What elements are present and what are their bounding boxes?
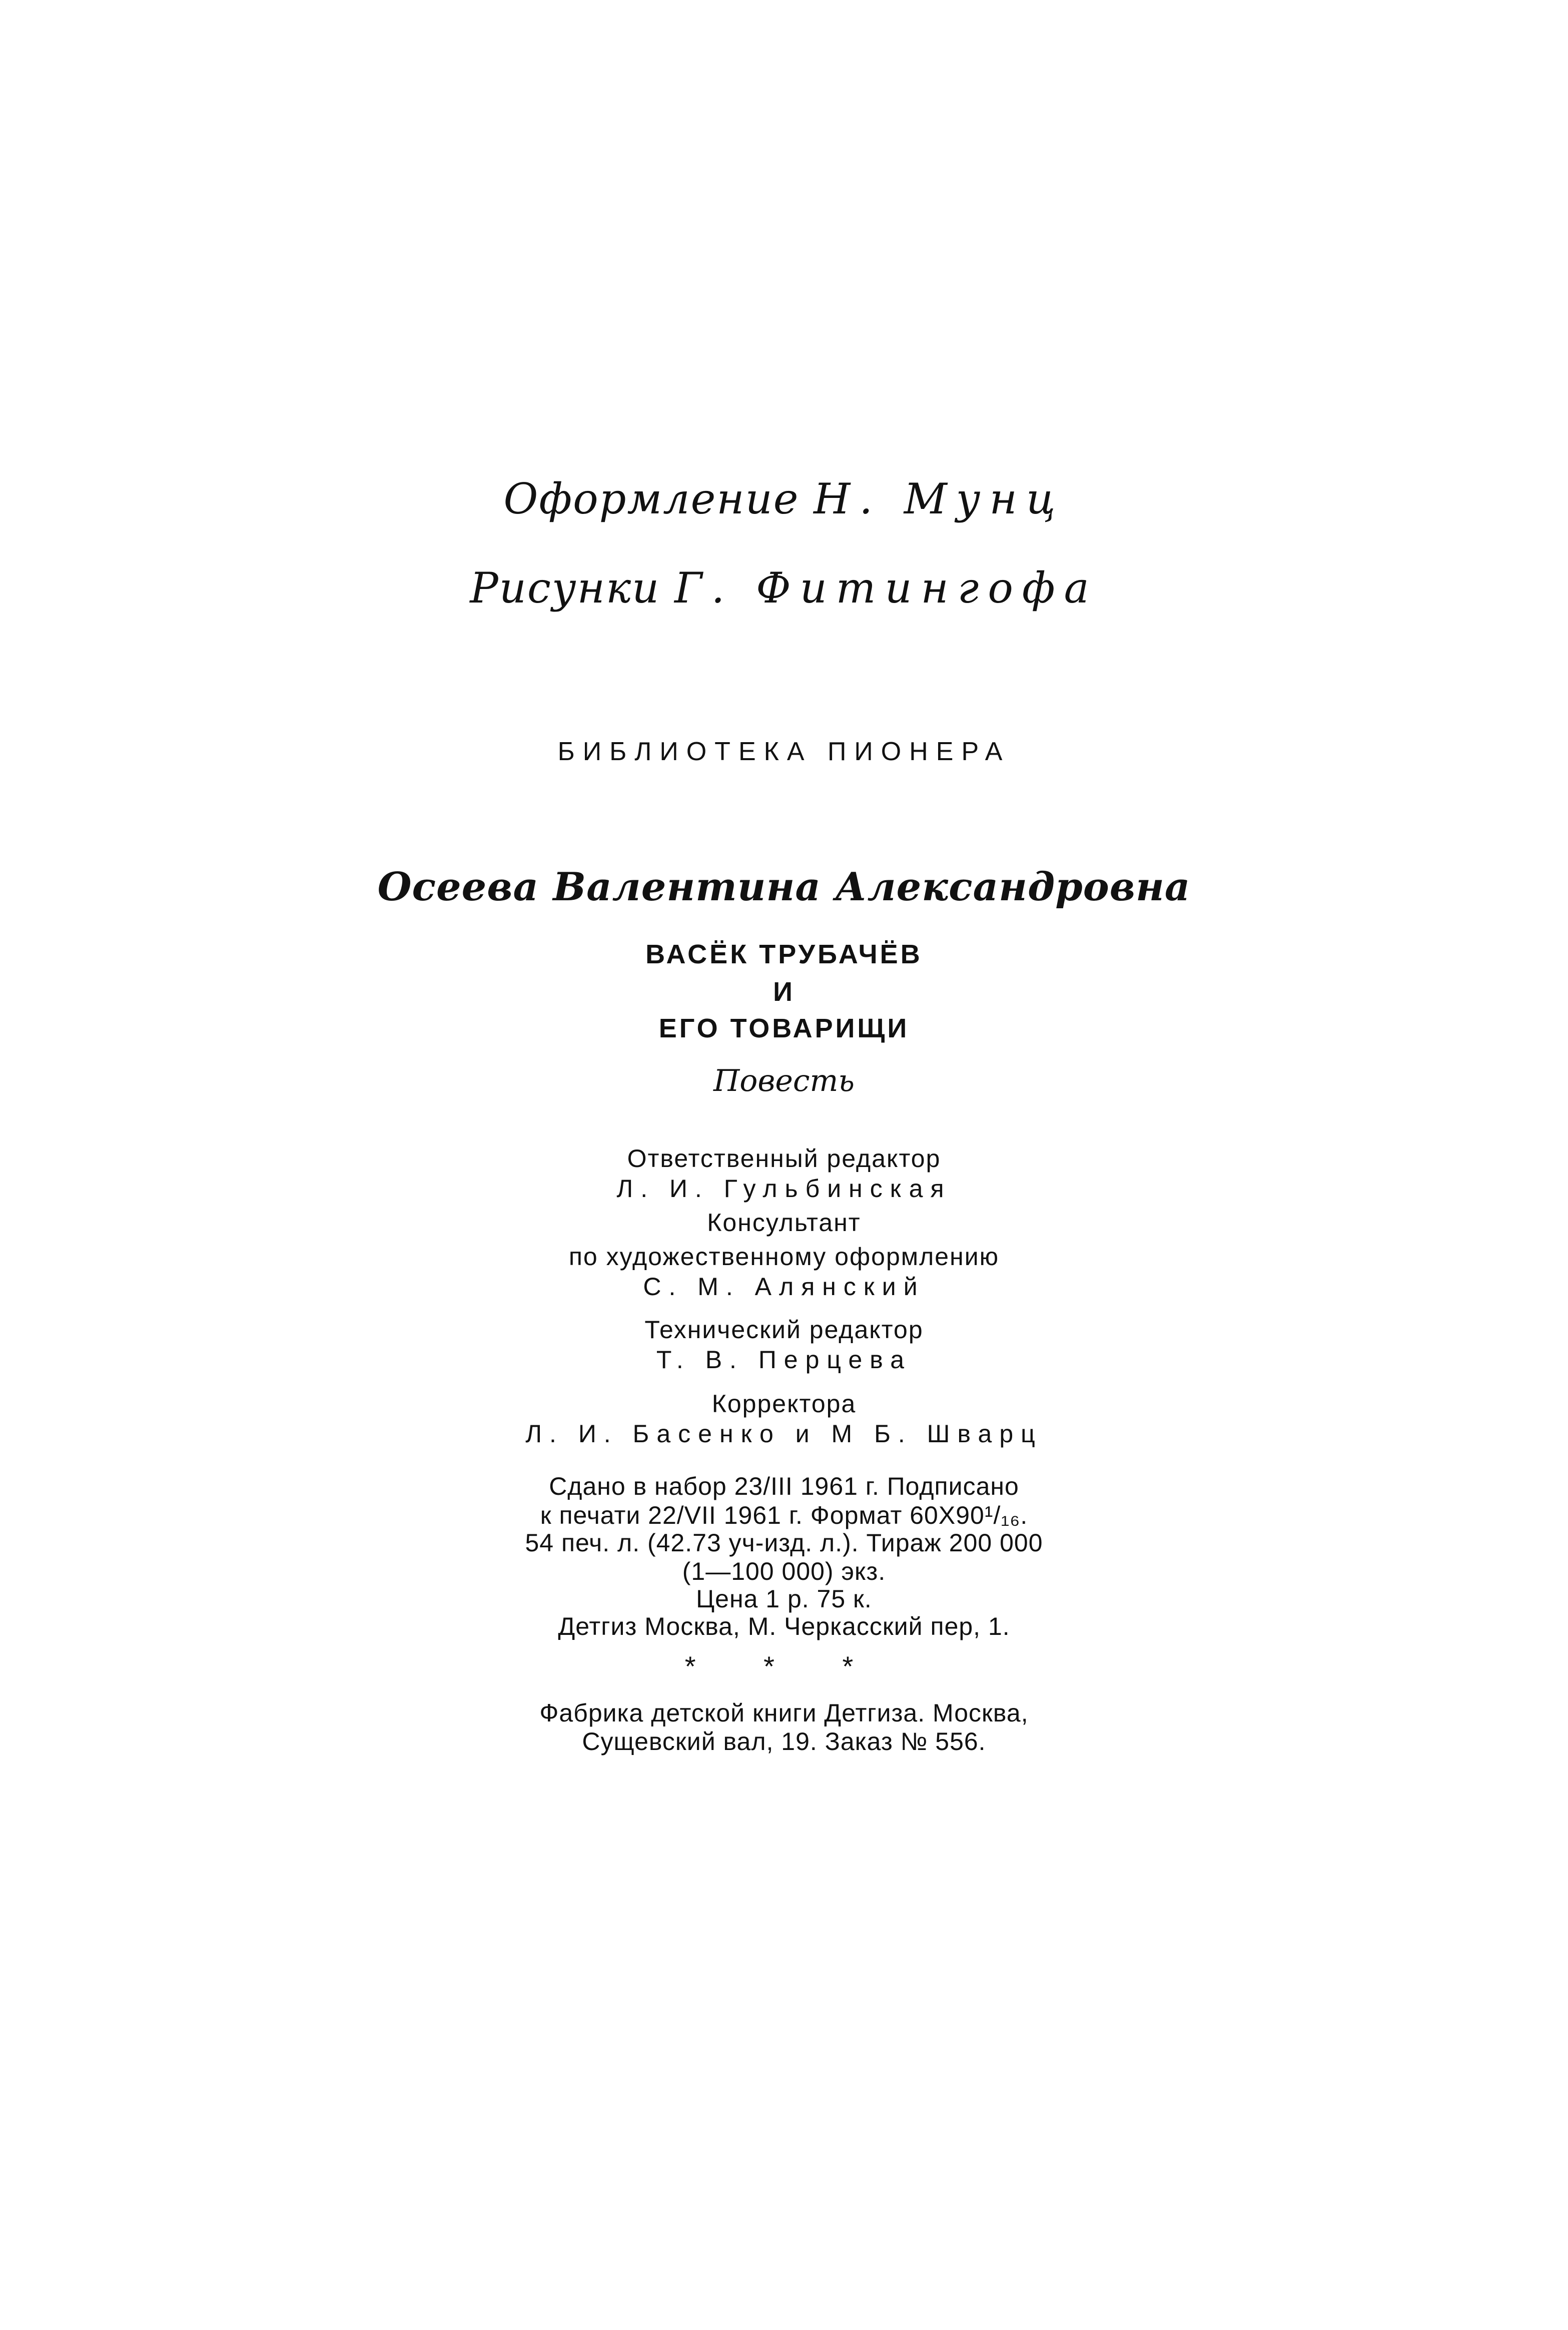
book-title-line-3: ЕГО ТОВАРИЩИ xyxy=(658,1013,910,1043)
consultant-role-line-1: Консультант xyxy=(707,1209,861,1237)
book-title-line-2: И xyxy=(773,977,795,1007)
design-role: Оформление xyxy=(503,474,800,523)
imprint-line-2: к печати 22/VII 1961 г. Формат 60X90¹/₁₆. xyxy=(540,1501,1028,1529)
imprint-line-5: Цена 1 р. 75 к. xyxy=(696,1585,872,1613)
imprint-line-1: Сдано в набор 23/III 1961 г. Подписано xyxy=(549,1472,1019,1500)
printer-line-2: Сущевский вал, 19. Заказ № 556. xyxy=(582,1727,986,1756)
consultant-name: С. М. Алянский xyxy=(643,1273,925,1301)
imprint-line-3: 54 печ. л. (42.73 уч-изд. л.). Тираж 200 000 xyxy=(525,1529,1043,1557)
editor-role: Ответственный редактор xyxy=(627,1144,941,1173)
design-name: Н. Мунц xyxy=(814,474,1065,523)
editor-name: Л. И. Гульбинская xyxy=(616,1175,952,1203)
imprint-line-6: Детгиз Москва, М. Черкасский пер, 1. xyxy=(558,1612,1010,1640)
imprint-line-4: (1—100 000) экз. xyxy=(682,1557,886,1585)
illustration-credit xyxy=(0,563,1568,613)
separator-stars: * * * xyxy=(684,1650,884,1682)
printer-line-1: Фабрика детской книги Детгиза. Москва, xyxy=(539,1699,1029,1727)
proofreaders-names: Л. И. Басенко и М Б. Шварц xyxy=(525,1420,1043,1448)
tech-editor-name: Т. В. Перцева xyxy=(656,1346,912,1374)
series-name: БИБЛИОТЕКА ПИОНЕРА xyxy=(557,737,1011,766)
illustration-name: Г. Фитингофа xyxy=(674,563,1098,613)
author-name: Осеева Валентина Александровна xyxy=(377,864,1191,910)
proofreaders-role: Корректора xyxy=(711,1390,857,1418)
genre: Повесть xyxy=(713,1063,855,1098)
illustration-role: Рисунки xyxy=(470,563,660,613)
tech-editor-role: Технический редактор xyxy=(644,1316,924,1344)
consultant-role-line-2: по художественному оформлению xyxy=(568,1243,1000,1271)
book-title-line-1: ВАСЁК ТРУБАЧЁВ xyxy=(645,939,923,969)
design-credit xyxy=(0,474,1568,523)
